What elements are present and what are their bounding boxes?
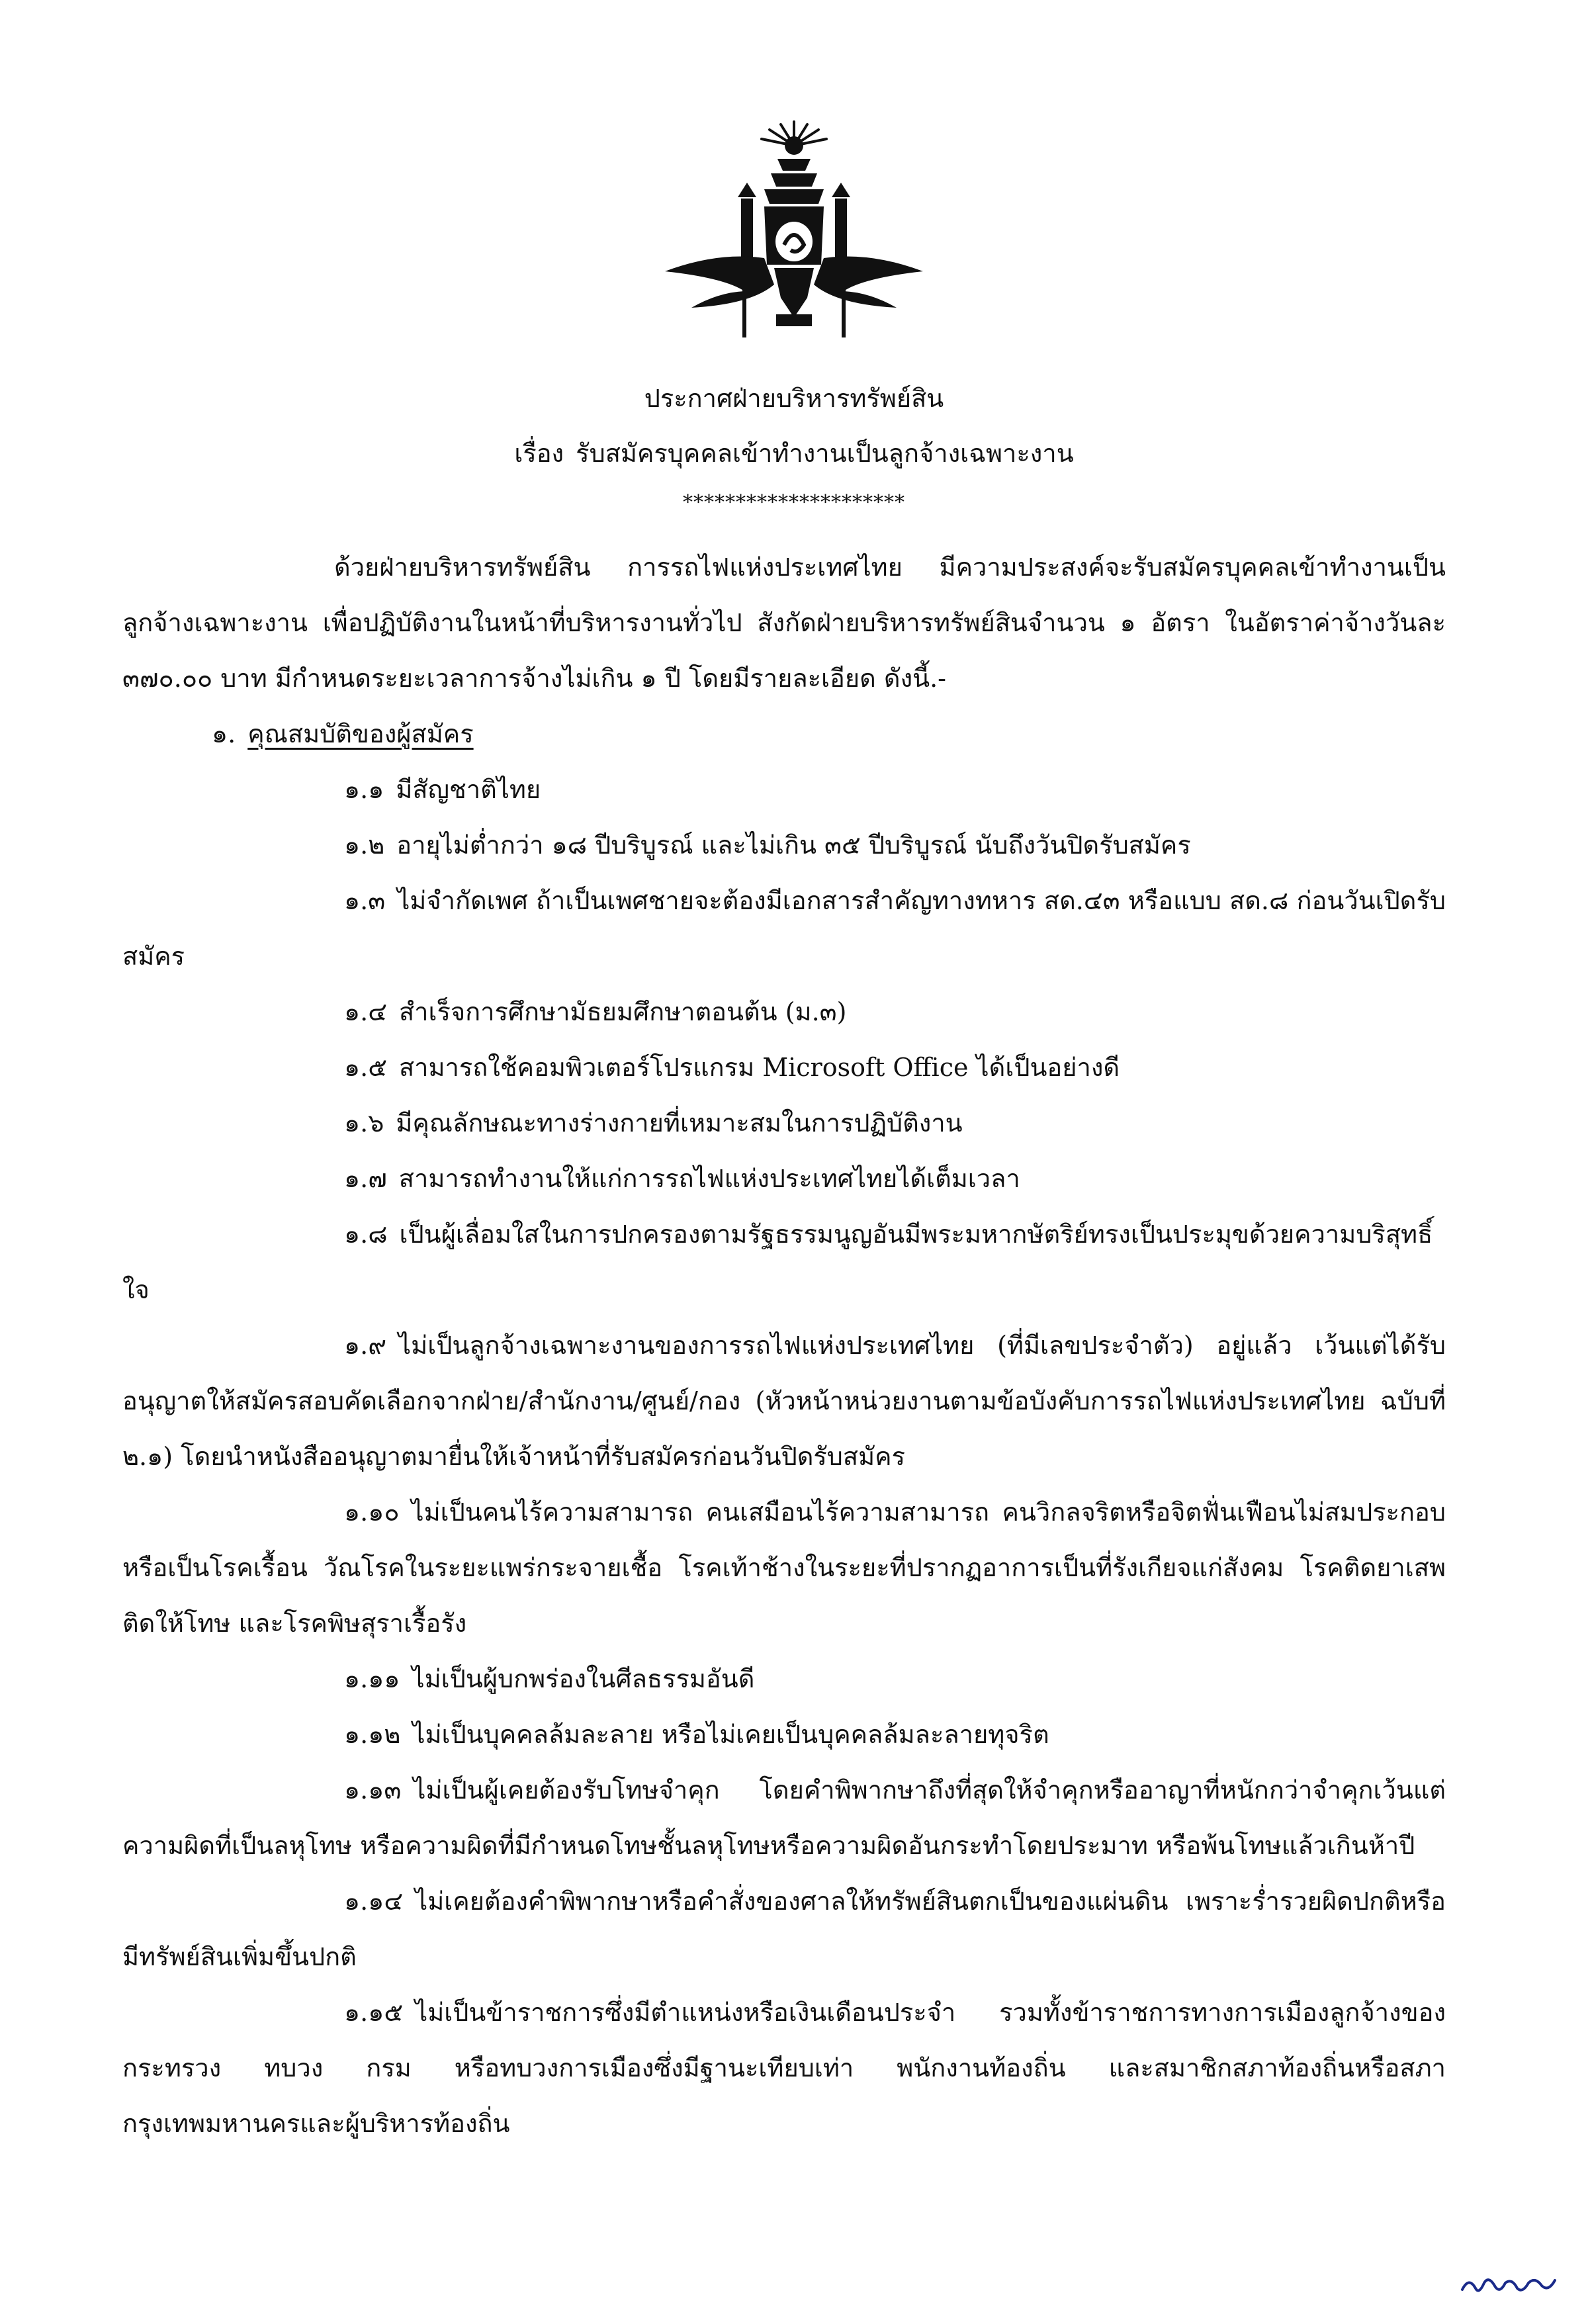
list-item-text: ไม่เป็นลูกจ้างเฉพาะงานของการรถไฟแห่งประเทศไทย (ที่มีเลขประจำตัว) อยู่แล้ว เว้นแต่ได้รับอนุญาตให้สมัครสอบคัดเลือกจากฝ่าย/สำนักงาน/ศูนย์/กอง (หัวหน้าหน่วยงานตามข้อบังคับการรถไฟแห่งประเทศไทย ฉบับที่ ๒.๑) โดยนำหนังสืออนุญาตมายื่นให้เจ้าหน้าที่รับสมัครก่อนวันปิดรับสมัคร xyxy=(122,1331,1446,1471)
list-item-number: ๑.๖ xyxy=(344,1108,384,1138)
list-item-text: สำเร็จการศึกษามัธยมศึกษาตอนต้น (ม.๓) xyxy=(398,997,847,1026)
list-item xyxy=(122,1707,1446,1762)
list-item-number: ๑.๕ xyxy=(344,1053,387,1082)
list-item-text: เป็นผู้เลื่อมใสในการปกครองตามรัฐธรรมนูญอันมีพระมหากษัตริย์ทรงเป็นประมุขด้วยความบริสุทธิ์ใจ xyxy=(122,1220,1433,1304)
list-item-text: อายุไม่ต่ำกว่า ๑๘ ปีบริบูรณ์ และไม่เกิน ๓๕ ปีบริบูรณ์ นับถึงวันปิดรับสมัคร xyxy=(396,830,1191,860)
list-item xyxy=(122,817,1446,873)
list-item xyxy=(122,1040,1446,1095)
list-item-number: ๑.๘ xyxy=(344,1220,388,1249)
list-item-number: ๑.๒ xyxy=(344,830,385,860)
announcement-title: ประกาศฝ่ายบริหารทรัพย์สิน xyxy=(644,384,944,413)
list-item xyxy=(122,1651,1446,1707)
list-item xyxy=(122,762,1446,817)
list-item-text: ไม่จำกัดเพศ ถ้าเป็นเพศชายจะต้องมีเอกสารสำคัญทางทหาร สด.๔๓ หรือแบบ สด.๘ ก่อนวันเปิดรับสมัคร xyxy=(122,886,1446,971)
list-item xyxy=(122,1985,1446,2151)
list-item-text: ไม่เคยต้องคำพิพากษาหรือคำสั่งของศาลให้ทรัพย์สินตกเป็นของแผ่นดิน เพราะร่ำรวยผิดปกติหรือมีทรัพย์สินเพิ่มขึ้นปกติ xyxy=(122,1887,1446,1971)
list-item xyxy=(122,873,1446,984)
list-item-number: ๑.๑ xyxy=(344,775,384,804)
list-item xyxy=(122,1762,1446,1873)
list-item-number: ๑.๓ xyxy=(344,886,386,915)
title-divider: ********************* xyxy=(683,491,905,514)
state-railway-emblem-icon xyxy=(665,119,923,344)
announcement-subject: เรื่อง รับสมัครบุคคลเข้าทำงานเป็นลูกจ้างเฉพาะงาน xyxy=(514,439,1074,468)
list-item xyxy=(122,1318,1446,1484)
list-item xyxy=(122,1151,1446,1206)
list-item-number: ๑.๑๑ xyxy=(344,1664,400,1693)
list-item-text: สามารถใช้คอมพิวเตอร์โปรแกรม Microsoft Office ได้เป็นอย่างดี xyxy=(398,1053,1120,1082)
list-item-text: ไม่เป็นข้าราชการซึ่งมีตำแหน่งหรือเงินเดือนประจำ รวมทั้งข้าราชการทางการเมืองลูกจ้างของกระทรวง ทบวง กรม หรือทบวงการเมืองซึ่งมีฐานะเทียบเท่า พนักงานท้องถิ่น และสมาชิกสภาท้องถิ่นหรือสภากรุงเทพมหานครและผู้บริหารท้องถิ่น xyxy=(122,1998,1446,2138)
list-item-number: ๑.๙ xyxy=(344,1331,387,1360)
list-item-number: ๑.๑๒ xyxy=(344,1720,401,1749)
list-item xyxy=(122,1095,1446,1151)
section-heading xyxy=(122,706,1446,762)
section-number: ๑. xyxy=(212,719,236,748)
list-item-text: สามารถทำงานให้แก่การรถไฟแห่งประเทศไทยได้เต็มเวลา xyxy=(398,1164,1020,1193)
section-heading-text: คุณสมบัติของผู้สมัคร xyxy=(247,719,474,748)
list-item-text: ไม่เป็นคนไร้ความสามารถ คนเสมือนไร้ความสามารถ คนวิกลจริตหรือจิตฟั่นเฟือนไม่สมประกอบหรือเป็นโรคเรื้อน วัณโรคในระยะแพร่กระจายเชื้อ โรคเท้าช้างในระยะที่ปรากฏอาการเป็นที่รังเกียจแก่สังคม โรคติดยาเสพติดให้โทษ และโรคพิษสุราเรื้อรัง xyxy=(122,1497,1446,1638)
list-item xyxy=(122,984,1446,1040)
list-item-text: มีคุณลักษณะทางร่างกายที่เหมาะสมในการปฏิบัติงาน xyxy=(396,1108,963,1138)
list-item-number: ๑.๔ xyxy=(344,997,387,1026)
list-item-number: ๑.๗ xyxy=(344,1164,387,1193)
list-item xyxy=(122,1484,1446,1651)
list-item-text: ไม่เป็นบุคคลล้มละลาย หรือไม่เคยเป็นบุคคลล้มละลายทุจริต xyxy=(412,1720,1049,1749)
list-item xyxy=(122,1206,1446,1318)
list-item-number: ๑.๑๓ xyxy=(344,1775,402,1805)
intro-paragraph: ด้วยฝ่ายบริหารทรัพย์สิน การรถไฟแห่งประเทศไทย มีความประสงค์จะรับสมัครบุคคลเข้าทำงานเป็นลูกจ้างเฉพาะงาน เพื่อปฏิบัติงานในหน้าที่บริหารงานทั่วไป สังกัดฝ่ายบริหารทรัพย์สินจำนวน ๑ อัตรา ในอัตราค่าจ้างวันละ ๓๗๐.๐๐ บาท มีกำหนดระยะเวลาการจ้างไม่เกิน ๑ ปี โดยมีรายละเอียด ดังนี้.- xyxy=(122,553,1446,693)
list-item-text: ไม่เป็นผู้เคยต้องรับโทษจำคุก โดยคำพิพากษาถึงที่สุดให้จำคุกหรืออาญาที่หนักกว่าจำคุกเว้นแต่ความผิดที่เป็นลหุโทษ หรือความผิดที่มีกำหนดโทษชั้นลหุโทษหรือความผิดอันกระทำโดยประมาท หรือพ้นโทษแล้วเกินห้าปี xyxy=(122,1775,1446,1860)
document-body xyxy=(122,539,1446,2151)
list-item-text: มีสัญชาติไทย xyxy=(396,775,541,804)
list-item-number: ๑.๑๔ xyxy=(344,1887,404,1916)
list-item-number: ๑.๑๐ xyxy=(344,1497,400,1527)
handwritten-signature xyxy=(1459,2263,1558,2303)
list-item-text: ไม่เป็นผู้บกพร่องในศีลธรรมอันดี xyxy=(412,1664,755,1693)
list-item xyxy=(122,1873,1446,1985)
list-item-number: ๑.๑๕ xyxy=(344,1998,404,2027)
